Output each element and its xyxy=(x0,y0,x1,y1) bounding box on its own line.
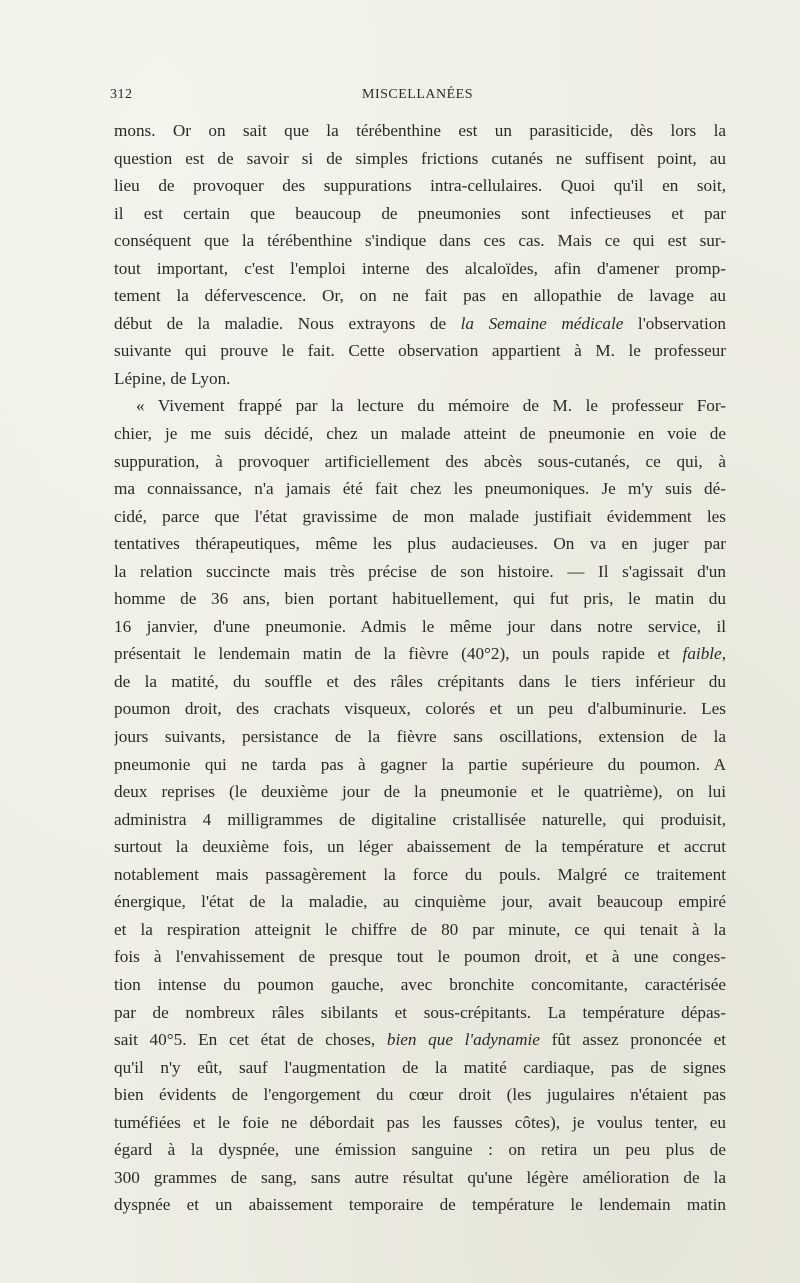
text-line xyxy=(114,392,726,420)
text-line xyxy=(114,365,726,393)
text-segment: tion intense du poumon gauche, avec bronchite concomitante, caractérisée xyxy=(114,974,726,994)
text-segment: cidé, parce que l'état gravissime de mon malade justifiait évidemment les xyxy=(114,506,726,526)
text-segment: mons. Or on sait que la térébenthine est un parasiticide, dès lors la xyxy=(114,121,726,140)
text-segment: surtout la deuxième fois, un léger abaissement de la température et accrut xyxy=(114,837,726,857)
text-segment: la relation succincte mais très précise de son histoire. — Il s'agissait d'un xyxy=(114,561,726,581)
text-segment: conséquent que la térébenthine s'indique dans ces cas. Mais ce qui est sur- xyxy=(114,231,726,251)
text-segment: chier, je me suis décidé, chez un malade atteint de pneumonie en voie de xyxy=(114,424,726,444)
text-line xyxy=(114,971,726,999)
text-segment: tout important, c'est l'emploi interne des alcaloïdes, afin d'amener promp- xyxy=(114,258,726,278)
running-title: MISCELLANÉES xyxy=(362,87,473,102)
text-segment: sait 40°5. En cet état de choses, xyxy=(114,1030,387,1050)
text-segment: suppuration, à provoquer artificiellement des abcès sous-cutanés, ce qui, à xyxy=(114,451,726,471)
text-segment: , xyxy=(721,644,726,664)
text-line xyxy=(114,503,726,531)
text-segment: fois à l'envahissement de presque tout le poumon droit, et à une conges- xyxy=(114,947,726,967)
text-line xyxy=(114,943,726,971)
text-segment: par de nombreux râles sibilants et sous-crépitants. La température dépas- xyxy=(114,1002,726,1022)
text-line xyxy=(114,310,726,338)
text-segment: tement la défervescence. Or, on ne fait pas en allopathie de lavage au xyxy=(114,286,726,306)
text-segment: qu'il n'y eût, sauf l'augmentation de la matité cardiaque, pas de signes xyxy=(114,1057,726,1077)
text-line xyxy=(114,778,726,806)
text-segment: tentatives thérapeutiques, même les plus audacieuses. On va en juger par xyxy=(114,534,726,554)
text-segment: l'observation xyxy=(623,313,726,333)
text-line xyxy=(114,475,726,503)
text-line xyxy=(114,668,726,696)
text-line xyxy=(114,530,726,558)
text-line xyxy=(114,558,726,586)
page-header xyxy=(110,87,725,109)
text-line xyxy=(114,1026,726,1054)
text-line xyxy=(114,723,726,751)
text-segment: tuméfiées et le foie ne débordait pas les fausses côtes), je voulus tenter, eu xyxy=(114,1112,726,1132)
text-segment: homme de 36 ans, bien portant habituellement, qui fut pris, le matin du xyxy=(114,589,726,609)
text-line xyxy=(114,806,726,834)
text-segment: poumon droit, des crachats visqueux, colorés et un peu d'albuminurie. Les xyxy=(114,699,726,719)
text-line xyxy=(114,337,726,365)
text-segment: administra 4 milligrammes de digitaline cristallisée naturelle, qui produisit, xyxy=(114,809,726,829)
italic-segment: la Semaine médicale xyxy=(460,313,624,333)
text-segment: énergique, l'état de la maladie, au cinquième jour, avait beaucoup empiré xyxy=(114,892,726,912)
text-segment: dyspnée et un abaissement temporaire de température le lendemain matin xyxy=(114,1195,726,1215)
text-segment: suivante qui prouve le fait. Cette observation appartient à M. le professeur xyxy=(114,341,726,361)
italic-segment: bien que l'adynamie xyxy=(386,1030,540,1050)
text-segment: de la matité, du souffle et des râles crépitants dans le tiers inférieur du xyxy=(114,671,726,691)
text-line xyxy=(114,585,726,613)
text-line xyxy=(114,751,726,779)
text-line xyxy=(114,227,726,255)
text-segment: il est certain que beaucoup de pneumonies sont infectieuses et par xyxy=(114,203,726,223)
text-segment: jours suivants, persistance de la fièvre sans oscillations, extension de la xyxy=(114,727,726,747)
text-segment: notablement mais passagèrement la force du pouls. Malgré ce traitement xyxy=(114,864,726,884)
text-segment: « Vivement frappé par la lecture du mémoire de M. le professeur For- xyxy=(136,396,726,416)
body-text xyxy=(114,117,726,1219)
text-line xyxy=(114,255,726,283)
text-line xyxy=(114,695,726,723)
text-line xyxy=(114,117,726,145)
text-line xyxy=(114,999,726,1027)
text-segment: 16 janvier, d'une pneumonie. Admis le même jour dans notre service, il xyxy=(114,616,726,636)
text-line xyxy=(114,420,726,448)
text-segment: et la respiration atteignit le chiffre de 80 par minute, ce qui tenait à la xyxy=(114,919,726,939)
text-line xyxy=(114,1136,726,1164)
text-line xyxy=(114,1164,726,1192)
text-line xyxy=(114,916,726,944)
text-segment: bien évidents de l'engorgement du cœur droit (les jugulaires n'étaient pas xyxy=(114,1085,726,1105)
text-line xyxy=(114,200,726,228)
text-segment: présentait le lendemain matin de la fièvre (40°2), un pouls rapide et xyxy=(114,644,683,664)
text-segment: égard à la dyspnée, une émission sanguine : on retira un peu plus de xyxy=(114,1140,726,1160)
text-line xyxy=(114,888,726,916)
page-number: 312 xyxy=(110,87,133,102)
text-line xyxy=(114,1054,726,1082)
text-segment: lieu de provoquer des suppurations intra-cellulaires. Quoi qu'il en soit, xyxy=(114,176,726,196)
text-line xyxy=(114,145,726,173)
text-segment: deux reprises (le deuxième jour de la pneumonie et le quatrième), on lui xyxy=(114,782,726,802)
text-line xyxy=(114,282,726,310)
text-segment: question est de savoir si de simples frictions cutanés ne suffisent point, au xyxy=(114,148,726,168)
text-line xyxy=(114,1109,726,1137)
text-segment: Lépine, de Lyon. xyxy=(114,368,231,388)
text-segment: fût assez prononcée et xyxy=(539,1030,726,1050)
text-segment: début de la maladie. Nous extrayons de xyxy=(114,313,461,333)
text-line xyxy=(114,640,726,668)
text-line xyxy=(114,833,726,861)
text-line xyxy=(114,1191,726,1219)
text-line xyxy=(114,172,726,200)
text-line xyxy=(114,613,726,641)
text-segment: ma connaissance, n'a jamais été fait chez les pneumoniques. Je m'y suis dé- xyxy=(114,479,726,499)
text-segment: 300 grammes de sang, sans autre résultat qu'une légère amélioration de la xyxy=(114,1167,726,1187)
text-line xyxy=(114,448,726,476)
italic-segment: faible xyxy=(682,644,722,664)
text-line xyxy=(114,861,726,889)
text-line xyxy=(114,1081,726,1109)
text-segment: pneumonie qui ne tarda pas à gagner la partie supérieure du poumon. A xyxy=(114,754,726,774)
